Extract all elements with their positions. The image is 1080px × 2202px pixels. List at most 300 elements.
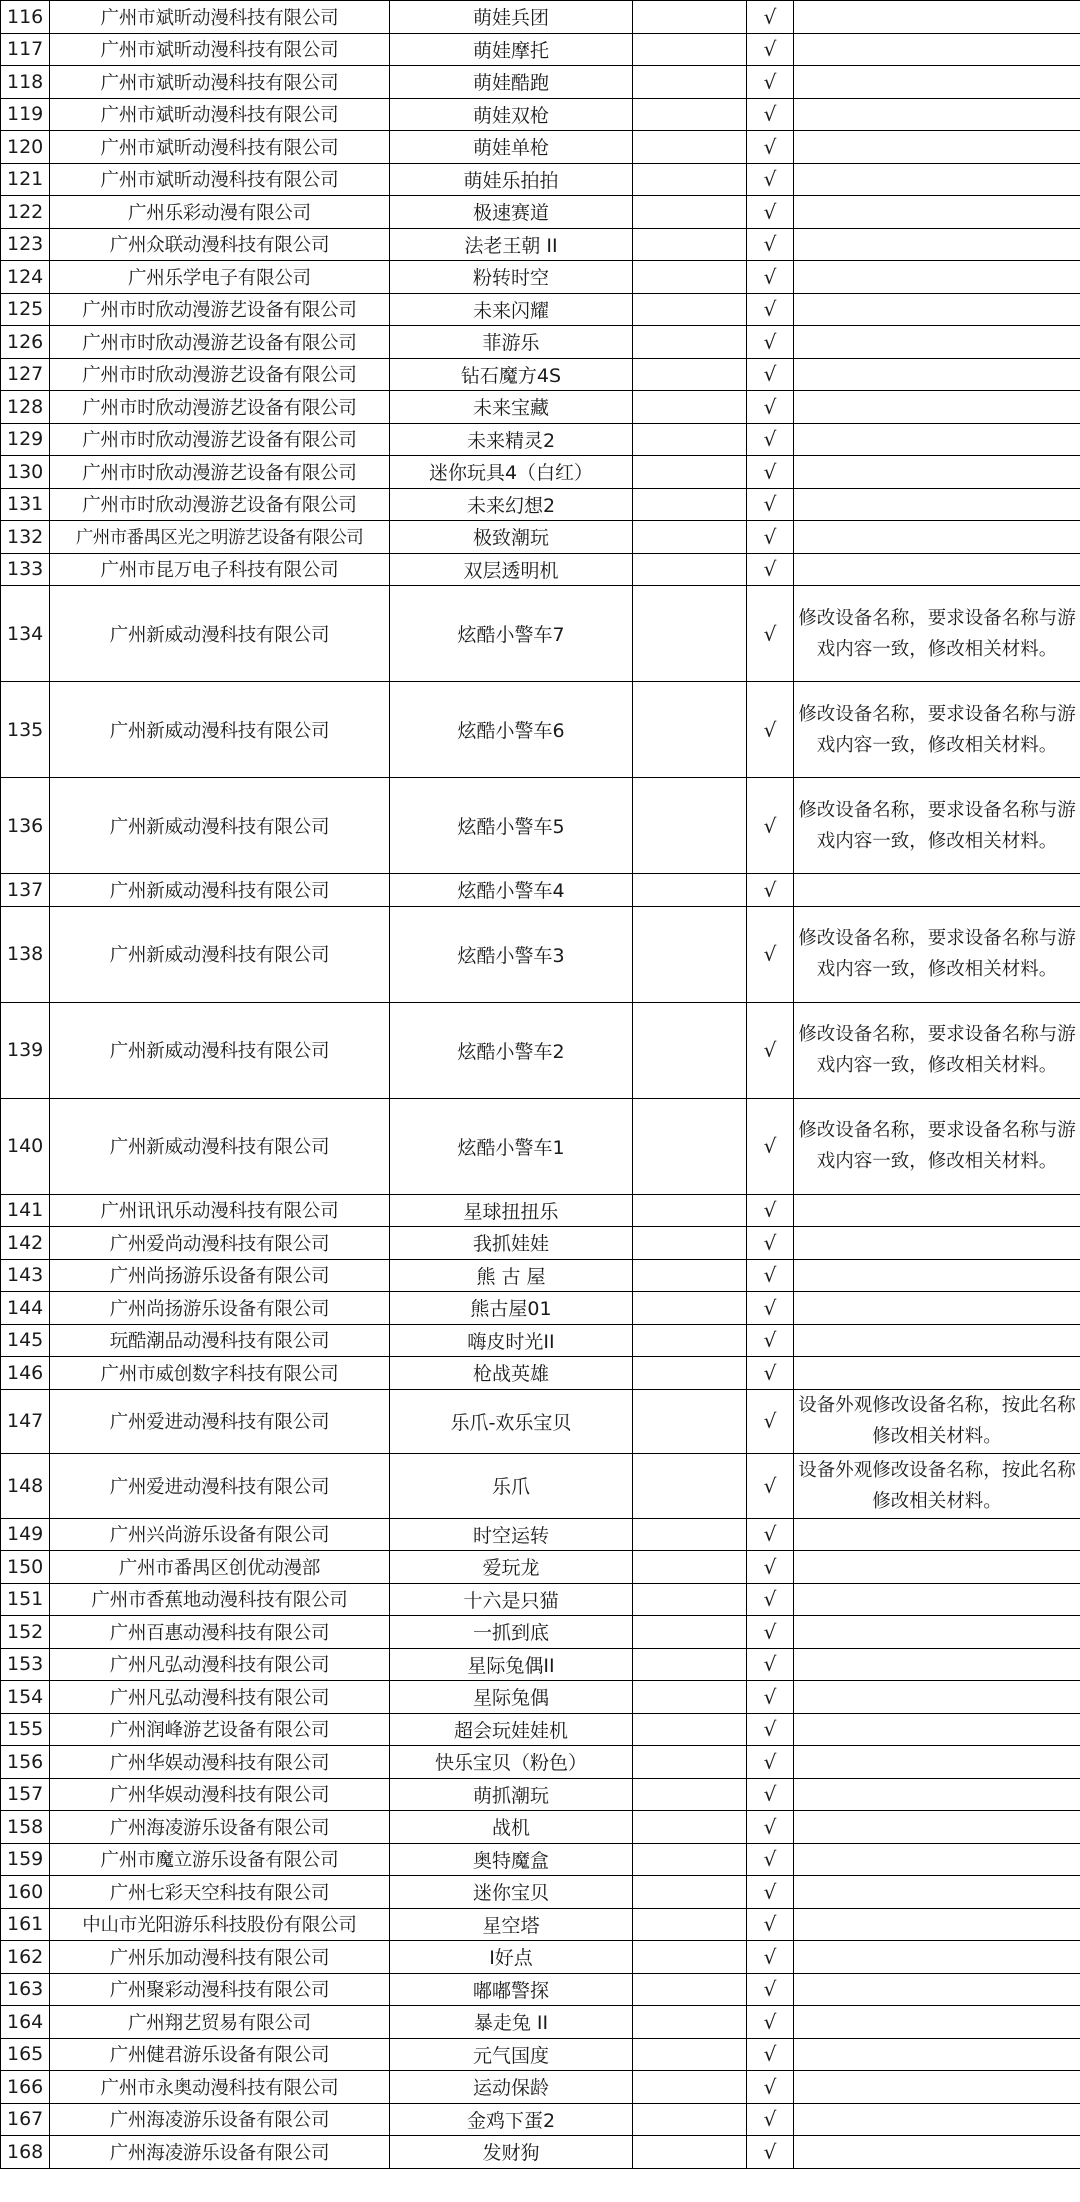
row-number-cell: 150: [1, 1551, 50, 1584]
device-name-cell: 熊古屋01: [390, 1292, 633, 1325]
remark-cell: [794, 98, 1080, 131]
row-number-cell: 118: [1, 66, 50, 99]
device-name-cell: 时空运转: [390, 1518, 633, 1551]
table-body: [1, 1, 1080, 2169]
company-name-cell: 广州百惠动漫科技有限公司: [50, 1616, 390, 1649]
approved-check-cell: √: [747, 1454, 794, 1519]
device-name-cell: 极致潮玩: [390, 521, 633, 554]
table-row: [1, 553, 1080, 586]
table-row: [1, 778, 1080, 874]
remark-cell: [794, 553, 1080, 586]
company-name-cell: 广州海凌游乐设备有限公司: [50, 2136, 390, 2169]
approved-check-cell: √: [747, 906, 794, 1002]
device-name-cell: 元气国度: [390, 2038, 633, 2071]
company-name-cell: 广州健君游乐设备有限公司: [50, 2038, 390, 2071]
row-number-cell: 134: [1, 586, 50, 682]
row-number-cell: 129: [1, 423, 50, 456]
row-number-cell: 120: [1, 131, 50, 164]
table-row: [1, 1648, 1080, 1681]
table-row: [1, 1908, 1080, 1941]
company-name-cell: 广州润峰游艺设备有限公司: [50, 1713, 390, 1746]
remark-cell: [794, 1648, 1080, 1681]
approved-check-cell: √: [747, 1357, 794, 1390]
company-name-cell: 广州凡弘动漫科技有限公司: [50, 1681, 390, 1714]
remark-cell: [794, 33, 1080, 66]
row-number-cell: 122: [1, 196, 50, 229]
device-name-cell: 熊 古 屋: [390, 1259, 633, 1292]
device-name-cell: 炫酷小警车5: [390, 778, 633, 874]
row-number-cell: 156: [1, 1746, 50, 1779]
table-row: [1, 1843, 1080, 1876]
device-name-cell: 萌娃摩托: [390, 33, 633, 66]
approved-check-cell: √: [747, 1259, 794, 1292]
row-number-cell: 123: [1, 228, 50, 261]
remark-cell: [794, 1357, 1080, 1390]
row-number-cell: 140: [1, 1098, 50, 1194]
remark-cell: [794, 456, 1080, 489]
approved-check-cell: √: [747, 1811, 794, 1844]
row-number-cell: 137: [1, 874, 50, 907]
remark-cell: [794, 2006, 1080, 2039]
table-row: [1, 1941, 1080, 1974]
row-number-cell: 147: [1, 1389, 50, 1454]
row-number-cell: 161: [1, 1908, 50, 1941]
row-number-cell: 121: [1, 163, 50, 196]
company-name-cell: 广州市番禺区光之明游艺设备有限公司: [50, 521, 390, 554]
company-name-cell: 广州市香蕉地动漫科技有限公司: [50, 1583, 390, 1616]
table-row: [1, 1259, 1080, 1292]
remark-cell: [794, 131, 1080, 164]
blank-cell: [633, 1681, 747, 1714]
company-name-cell: 广州市时欣动漫游艺设备有限公司: [50, 488, 390, 521]
approved-check-cell: √: [747, 1551, 794, 1584]
approved-check-cell: √: [747, 1002, 794, 1098]
company-name-cell: 广州市时欣动漫游艺设备有限公司: [50, 391, 390, 424]
row-number-cell: 148: [1, 1454, 50, 1519]
row-number-cell: 157: [1, 1778, 50, 1811]
blank-cell: [633, 2071, 747, 2104]
table-row: [1, 326, 1080, 359]
row-number-cell: 132: [1, 521, 50, 554]
remark-cell: [794, 1713, 1080, 1746]
table-row: [1, 2038, 1080, 2071]
row-number-cell: 158: [1, 1811, 50, 1844]
approved-check-cell: √: [747, 1648, 794, 1681]
approved-check-cell: √: [747, 163, 794, 196]
approved-check-cell: √: [747, 1713, 794, 1746]
company-name-cell: 广州爱进动漫科技有限公司: [50, 1389, 390, 1454]
row-number-cell: 166: [1, 2071, 50, 2104]
approved-check-cell: √: [747, 682, 794, 778]
device-name-cell: 萌娃单枪: [390, 131, 633, 164]
approved-check-cell: √: [747, 196, 794, 229]
device-name-cell: 炫酷小警车7: [390, 586, 633, 682]
device-name-cell: 炫酷小警车3: [390, 906, 633, 1002]
device-name-cell: 超会玩娃娃机: [390, 1713, 633, 1746]
company-name-cell: 广州市斌昕动漫科技有限公司: [50, 98, 390, 131]
device-name-cell: 运动保龄: [390, 2071, 633, 2104]
blank-cell: [633, 1518, 747, 1551]
row-number-cell: 160: [1, 1876, 50, 1909]
company-name-cell: 广州市时欣动漫游艺设备有限公司: [50, 358, 390, 391]
remark-cell: [794, 1227, 1080, 1260]
device-name-cell: 金鸡下蛋2: [390, 2103, 633, 2136]
approved-check-cell: √: [747, 261, 794, 294]
table-row: [1, 1518, 1080, 1551]
company-name-cell: 广州市斌昕动漫科技有限公司: [50, 131, 390, 164]
blank-cell: [633, 391, 747, 424]
table-row: [1, 228, 1080, 261]
blank-cell: [633, 521, 747, 554]
blank-cell: [633, 163, 747, 196]
blank-cell: [633, 1811, 747, 1844]
company-name-cell: 广州新威动漫科技有限公司: [50, 906, 390, 1002]
row-number-cell: 128: [1, 391, 50, 424]
row-number-cell: 141: [1, 1194, 50, 1227]
row-number-cell: 131: [1, 488, 50, 521]
table-row: [1, 521, 1080, 554]
remark-cell: [794, 423, 1080, 456]
table-row: [1, 196, 1080, 229]
blank-cell: [633, 1098, 747, 1194]
table-row: [1, 2103, 1080, 2136]
table-row: [1, 456, 1080, 489]
device-name-cell: 迷你玩具4（白红）: [390, 456, 633, 489]
company-name-cell: 玩酷潮品动漫科技有限公司: [50, 1324, 390, 1357]
row-number-cell: 162: [1, 1941, 50, 1974]
table-row: [1, 682, 1080, 778]
approved-check-cell: √: [747, 456, 794, 489]
remark-cell: [794, 66, 1080, 99]
device-name-cell: 迷你宝贝: [390, 1876, 633, 1909]
blank-cell: [633, 98, 747, 131]
row-number-cell: 149: [1, 1518, 50, 1551]
device-name-cell: 我抓娃娃: [390, 1227, 633, 1260]
approved-check-cell: √: [747, 1908, 794, 1941]
blank-cell: [633, 874, 747, 907]
table-row: [1, 261, 1080, 294]
company-name-cell: 广州新威动漫科技有限公司: [50, 682, 390, 778]
device-name-cell: 星际兔偶: [390, 1681, 633, 1714]
blank-cell: [633, 2103, 747, 2136]
blank-cell: [633, 1292, 747, 1325]
device-name-cell: I好点: [390, 1941, 633, 1974]
device-name-cell: 法老王朝 II: [390, 228, 633, 261]
blank-cell: [633, 293, 747, 326]
table-row: [1, 1681, 1080, 1714]
approved-check-cell: √: [747, 1876, 794, 1909]
remark-cell: [794, 1551, 1080, 1584]
company-name-cell: 广州市魔立游乐设备有限公司: [50, 1843, 390, 1876]
row-number-cell: 167: [1, 2103, 50, 2136]
blank-cell: [633, 1194, 747, 1227]
approved-check-cell: √: [747, 1843, 794, 1876]
remark-cell: 设备外观修改设备名称，按此名称修改相关材料。: [794, 1389, 1080, 1454]
table-row: [1, 1551, 1080, 1584]
approved-check-cell: √: [747, 778, 794, 874]
company-name-cell: 广州市斌昕动漫科技有限公司: [50, 66, 390, 99]
approved-check-cell: √: [747, 66, 794, 99]
blank-cell: [633, 1648, 747, 1681]
device-name-cell: 爱玩龙: [390, 1551, 633, 1584]
remark-cell: 修改设备名称，要求设备名称与游戏内容一致，修改相关材料。: [794, 1002, 1080, 1098]
blank-cell: [633, 423, 747, 456]
table-row: [1, 1227, 1080, 1260]
device-name-cell: 星球扭扭乐: [390, 1194, 633, 1227]
table-row: [1, 874, 1080, 907]
company-name-cell: 广州兴尚游乐设备有限公司: [50, 1518, 390, 1551]
approved-check-cell: √: [747, 1389, 794, 1454]
company-name-cell: 广州海凌游乐设备有限公司: [50, 2103, 390, 2136]
approved-check-cell: √: [747, 874, 794, 907]
row-number-cell: 127: [1, 358, 50, 391]
device-name-cell: 未来精灵2: [390, 423, 633, 456]
device-name-cell: 一抓到底: [390, 1616, 633, 1649]
remark-cell: [794, 1746, 1080, 1779]
company-name-cell: 广州新威动漫科技有限公司: [50, 778, 390, 874]
row-number-cell: 139: [1, 1002, 50, 1098]
approved-check-cell: √: [747, 1194, 794, 1227]
approved-check-cell: √: [747, 1518, 794, 1551]
approved-check-cell: √: [747, 1292, 794, 1325]
blank-cell: [633, 326, 747, 359]
approved-check-cell: √: [747, 391, 794, 424]
device-name-cell: 暴走兔 II: [390, 2006, 633, 2039]
blank-cell: [633, 1389, 747, 1454]
approved-check-cell: √: [747, 521, 794, 554]
row-number-cell: 143: [1, 1259, 50, 1292]
approved-check-cell: √: [747, 2103, 794, 2136]
row-number-cell: 117: [1, 33, 50, 66]
approved-check-cell: √: [747, 228, 794, 261]
blank-cell: [633, 1876, 747, 1909]
table-row: [1, 1876, 1080, 1909]
approved-check-cell: √: [747, 98, 794, 131]
company-name-cell: 广州翔艺贸易有限公司: [50, 2006, 390, 2039]
remark-cell: [794, 1843, 1080, 1876]
device-name-cell: 萌抓潮玩: [390, 1778, 633, 1811]
device-name-cell: 嗨皮时光II: [390, 1324, 633, 1357]
row-number-cell: 155: [1, 1713, 50, 1746]
remark-cell: [794, 391, 1080, 424]
remark-cell: [794, 1876, 1080, 1909]
company-name-cell: 广州海凌游乐设备有限公司: [50, 1811, 390, 1844]
blank-cell: [633, 1259, 747, 1292]
device-name-cell: 十六是只猫: [390, 1583, 633, 1616]
device-name-cell: 极速赛道: [390, 196, 633, 229]
approved-check-cell: √: [747, 131, 794, 164]
blank-cell: [633, 682, 747, 778]
blank-cell: [633, 1227, 747, 1260]
table-row: [1, 98, 1080, 131]
remark-cell: [794, 1194, 1080, 1227]
remark-cell: [794, 1324, 1080, 1357]
device-name-cell: 炫酷小警车1: [390, 1098, 633, 1194]
approved-check-cell: √: [747, 2071, 794, 2104]
row-number-cell: 168: [1, 2136, 50, 2169]
remark-cell: 修改设备名称，要求设备名称与游戏内容一致，修改相关材料。: [794, 586, 1080, 682]
row-number-cell: 145: [1, 1324, 50, 1357]
row-number-cell: 146: [1, 1357, 50, 1390]
company-name-cell: 广州市斌昕动漫科技有限公司: [50, 1, 390, 34]
blank-cell: [633, 131, 747, 164]
row-number-cell: 135: [1, 682, 50, 778]
approved-check-cell: √: [747, 2006, 794, 2039]
company-name-cell: 广州市昆万电子科技有限公司: [50, 553, 390, 586]
device-name-cell: 战机: [390, 1811, 633, 1844]
blank-cell: [633, 1324, 747, 1357]
table-row: [1, 1454, 1080, 1519]
approved-check-cell: √: [747, 1583, 794, 1616]
remark-cell: [794, 1811, 1080, 1844]
table-row: [1, 1292, 1080, 1325]
row-number-cell: 136: [1, 778, 50, 874]
blank-cell: [633, 358, 747, 391]
remark-cell: [794, 326, 1080, 359]
table-row: [1, 131, 1080, 164]
blank-cell: [633, 1941, 747, 1974]
blank-cell: [633, 1973, 747, 2006]
blank-cell: [633, 66, 747, 99]
table-row: [1, 1583, 1080, 1616]
table-row: [1, 488, 1080, 521]
remark-cell: [794, 196, 1080, 229]
blank-cell: [633, 1843, 747, 1876]
approved-check-cell: √: [747, 488, 794, 521]
table-row: [1, 2136, 1080, 2169]
table-row: [1, 1098, 1080, 1194]
device-name-cell: 奥特魔盒: [390, 1843, 633, 1876]
approved-check-cell: √: [747, 358, 794, 391]
company-name-cell: 广州新威动漫科技有限公司: [50, 586, 390, 682]
approved-check-cell: √: [747, 293, 794, 326]
row-number-cell: 164: [1, 2006, 50, 2039]
row-number-cell: 142: [1, 1227, 50, 1260]
approved-check-cell: √: [747, 2136, 794, 2169]
blank-cell: [633, 1551, 747, 1584]
remark-cell: [794, 1292, 1080, 1325]
blank-cell: [633, 1616, 747, 1649]
row-number-cell: 133: [1, 553, 50, 586]
remark-cell: 修改设备名称，要求设备名称与游戏内容一致，修改相关材料。: [794, 682, 1080, 778]
row-number-cell: 163: [1, 1973, 50, 2006]
remark-cell: [794, 2038, 1080, 2071]
company-name-cell: 广州市番禺区创优动漫部: [50, 1551, 390, 1584]
blank-cell: [633, 1, 747, 34]
table-row: [1, 1194, 1080, 1227]
company-name-cell: 广州众联动漫科技有限公司: [50, 228, 390, 261]
table-row: [1, 163, 1080, 196]
blank-cell: [633, 1713, 747, 1746]
remark-cell: [794, 874, 1080, 907]
blank-cell: [633, 553, 747, 586]
company-name-cell: 广州乐学电子有限公司: [50, 261, 390, 294]
row-number-cell: 119: [1, 98, 50, 131]
device-name-cell: 乐爪-欢乐宝贝: [390, 1389, 633, 1454]
remark-cell: [794, 1518, 1080, 1551]
row-number-cell: 165: [1, 2038, 50, 2071]
company-name-cell: 广州尚扬游乐设备有限公司: [50, 1292, 390, 1325]
device-name-cell: 未来闪耀: [390, 293, 633, 326]
blank-cell: [633, 1002, 747, 1098]
approved-check-cell: √: [747, 33, 794, 66]
blank-cell: [633, 2136, 747, 2169]
table-row: [1, 2071, 1080, 2104]
company-name-cell: 广州市时欣动漫游艺设备有限公司: [50, 293, 390, 326]
blank-cell: [633, 456, 747, 489]
device-name-cell: 星空塔: [390, 1908, 633, 1941]
remark-cell: [794, 1, 1080, 34]
blank-cell: [633, 2006, 747, 2039]
table-row: [1, 358, 1080, 391]
blank-cell: [633, 778, 747, 874]
blank-cell: [633, 1454, 747, 1519]
company-name-cell: 广州市时欣动漫游艺设备有限公司: [50, 456, 390, 489]
company-name-cell: 广州乐彩动漫有限公司: [50, 196, 390, 229]
company-name-cell: 广州华娱动漫科技有限公司: [50, 1746, 390, 1779]
table-row: [1, 1002, 1080, 1098]
device-name-cell: 快乐宝贝（粉色）: [390, 1746, 633, 1779]
remark-cell: [794, 1681, 1080, 1714]
blank-cell: [633, 228, 747, 261]
table-row: [1, 586, 1080, 682]
company-name-cell: 广州市斌昕动漫科技有限公司: [50, 163, 390, 196]
company-name-cell: 广州凡弘动漫科技有限公司: [50, 1648, 390, 1681]
approved-check-cell: √: [747, 2038, 794, 2071]
row-number-cell: 153: [1, 1648, 50, 1681]
blank-cell: [633, 586, 747, 682]
device-name-cell: 星际兔偶II: [390, 1648, 633, 1681]
device-name-cell: 萌娃双枪: [390, 98, 633, 131]
row-number-cell: 154: [1, 1681, 50, 1714]
device-name-cell: 嘟嘟警探: [390, 1973, 633, 2006]
remark-cell: [794, 261, 1080, 294]
company-name-cell: 广州新威动漫科技有限公司: [50, 1002, 390, 1098]
device-name-cell: 钻石魔方4S: [390, 358, 633, 391]
row-number-cell: 152: [1, 1616, 50, 1649]
blank-cell: [633, 906, 747, 1002]
remark-cell: 修改设备名称，要求设备名称与游戏内容一致，修改相关材料。: [794, 778, 1080, 874]
table-row: [1, 293, 1080, 326]
device-name-cell: 萌娃乐拍拍: [390, 163, 633, 196]
table-row: [1, 423, 1080, 456]
blank-cell: [633, 196, 747, 229]
remark-cell: [794, 1616, 1080, 1649]
company-name-cell: 广州新威动漫科技有限公司: [50, 1098, 390, 1194]
company-name-cell: 广州华娱动漫科技有限公司: [50, 1778, 390, 1811]
table-row: [1, 66, 1080, 99]
company-name-cell: 广州爱尚动漫科技有限公司: [50, 1227, 390, 1260]
approved-check-cell: √: [747, 1778, 794, 1811]
table-row: [1, 1713, 1080, 1746]
approved-check-cell: √: [747, 1227, 794, 1260]
table-row: [1, 1746, 1080, 1779]
remark-cell: [794, 228, 1080, 261]
approved-check-cell: √: [747, 1098, 794, 1194]
remark-cell: 设备外观修改设备名称，按此名称修改相关材料。: [794, 1454, 1080, 1519]
approved-check-cell: √: [747, 1746, 794, 1779]
table-row: [1, 1778, 1080, 1811]
approved-check-cell: √: [747, 1681, 794, 1714]
company-name-cell: 广州市威创数字科技有限公司: [50, 1357, 390, 1390]
table-row: [1, 391, 1080, 424]
approved-check-cell: √: [747, 1973, 794, 2006]
device-name-cell: 菲游乐: [390, 326, 633, 359]
blank-cell: [633, 33, 747, 66]
table-row: [1, 1357, 1080, 1390]
device-name-cell: 炫酷小警车4: [390, 874, 633, 907]
remark-cell: [794, 293, 1080, 326]
